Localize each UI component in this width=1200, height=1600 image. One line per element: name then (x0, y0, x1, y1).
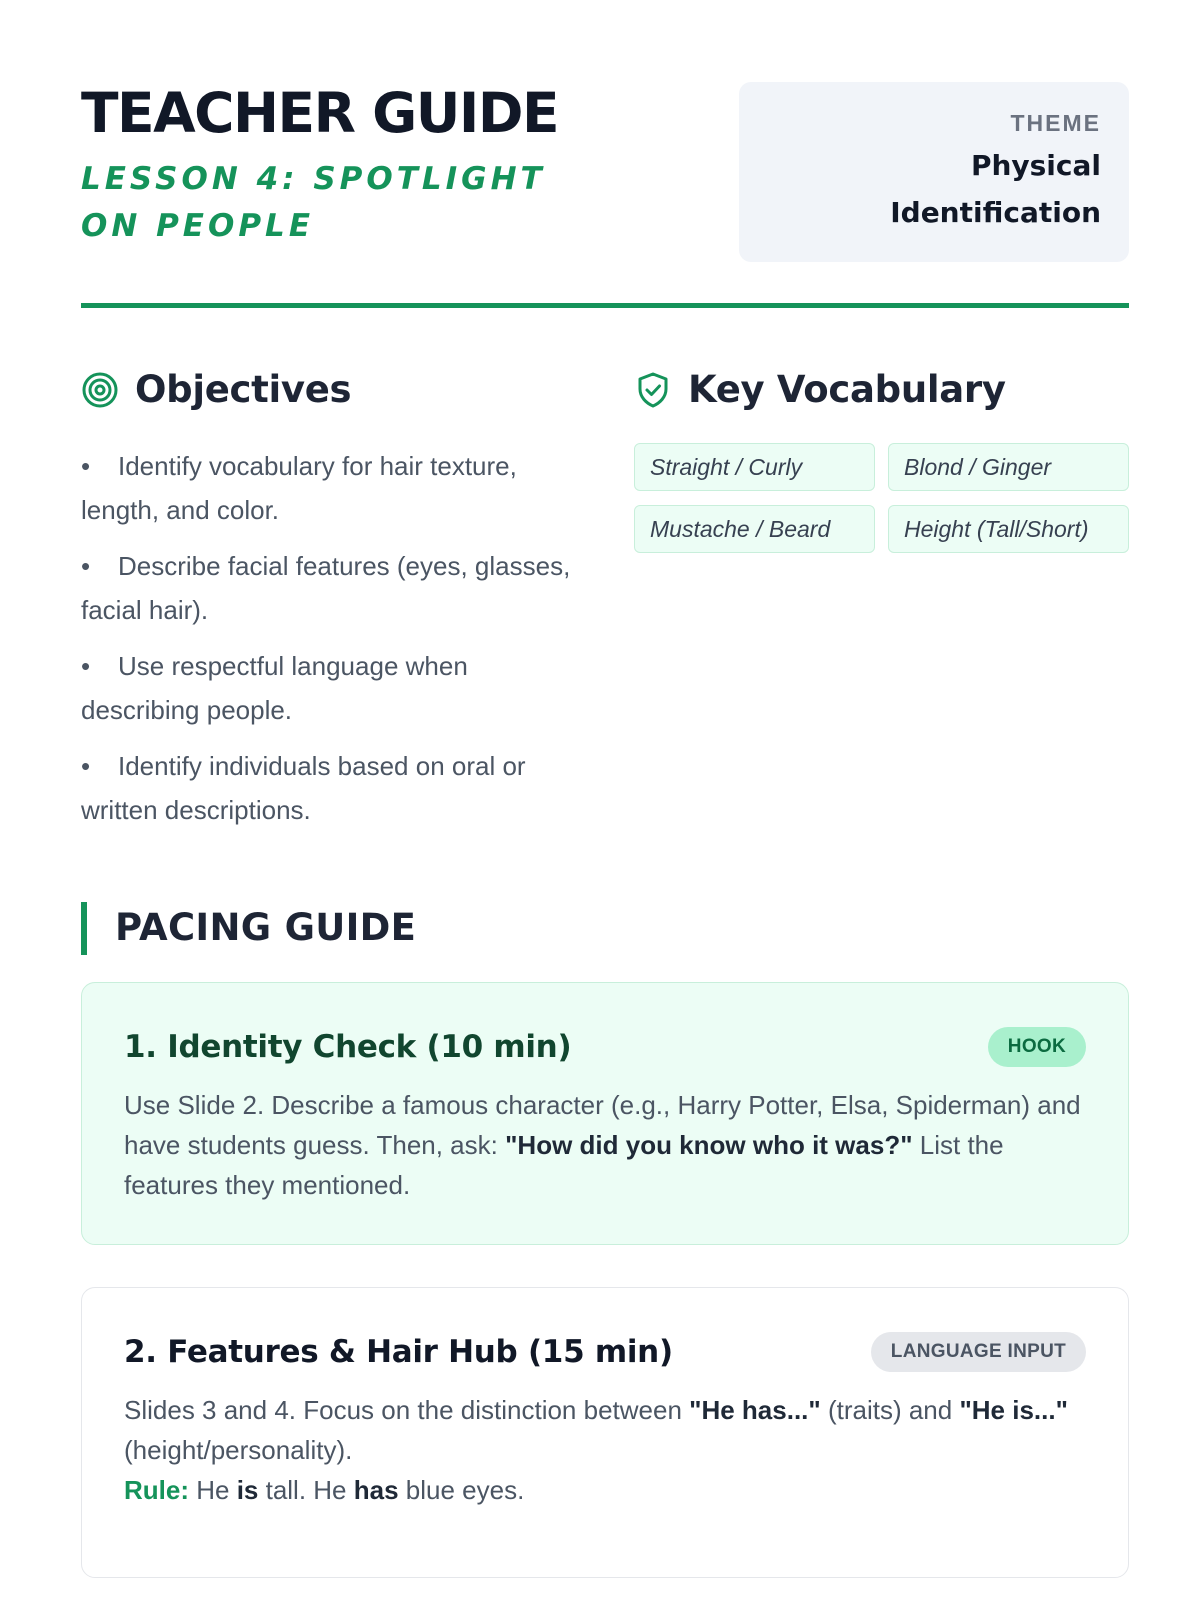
card-paragraph (124, 1390, 1086, 1470)
shield-check-icon (634, 371, 672, 409)
header-divider (81, 303, 1129, 308)
objective-text: Identify vocabulary for hair texture, length, and color. (81, 451, 517, 525)
objectives-title: Objectives (135, 368, 352, 411)
card-header (124, 1332, 1086, 1372)
vocab-chip: Blond / Ginger (888, 443, 1129, 491)
vocab-chip: Height (Tall/Short) (888, 505, 1129, 553)
pacing-card-features-hair-hub (81, 1287, 1129, 1578)
card-text: Slides 3 and 4. Focus on the distinction between (124, 1395, 690, 1425)
card-body (124, 1390, 1086, 1510)
rule-text: tall. He (258, 1475, 354, 1505)
pacing-card-identity-check (81, 982, 1129, 1245)
bullet: • (81, 551, 91, 581)
rule-text-bold: has (353, 1475, 399, 1505)
list-item (81, 644, 581, 732)
theme-value: Physical Identification (890, 149, 1101, 229)
header (81, 80, 1129, 260)
vocabulary-title: Key Vocabulary (688, 368, 1006, 411)
rule-label: Rule: (124, 1475, 189, 1505)
card-text-bold: "He is..." (959, 1395, 1068, 1425)
bullet: • (81, 651, 91, 681)
card-header (124, 1027, 1086, 1067)
rule-line (124, 1470, 1086, 1510)
card-title: 1. Identity Check (10 min) (124, 1029, 572, 1065)
card-text: (height/personality). (124, 1435, 353, 1465)
list-item (81, 744, 581, 832)
list-item (81, 544, 581, 632)
language-input-badge: LANGUAGE INPUT (871, 1332, 1086, 1372)
rule-text: He (189, 1475, 237, 1505)
list-item (81, 444, 581, 532)
card-text: (traits) and (820, 1395, 960, 1425)
pacing-guide-title: PACING GUIDE (115, 906, 417, 949)
rule-text: blue eyes. (398, 1475, 525, 1505)
rule-text-bold: is (236, 1475, 259, 1505)
vocabulary-grid (634, 443, 1129, 553)
card-text-bold: "How did you know who it was?" (505, 1130, 913, 1160)
card-text: List the features they mentioned. (124, 1130, 1004, 1200)
objectives-heading (81, 368, 351, 411)
page-title: TEACHER GUIDE (81, 81, 559, 145)
objective-text: Identify individuals based on oral or written descriptions. (81, 751, 526, 825)
vocab-chip: Straight / Curly (634, 443, 875, 491)
card-text: Use Slide 2. Describe a famous character (e.g., Harry Potter, Elsa, Spiderman) and have students guess. Then, ask: (124, 1090, 1081, 1160)
vocabulary-heading (634, 368, 1006, 411)
lesson-subtitle: LESSON 4: SPOTLIGHT ON PEOPLE (81, 161, 546, 244)
target-icon (81, 371, 119, 409)
objective-text: Use respectful language when describing people. (81, 651, 468, 725)
objective-text: Describe facial features (eyes, glasses, facial hair). (81, 551, 571, 625)
bullet: • (81, 751, 91, 781)
theme-label: THEME (1010, 110, 1101, 136)
card-body (124, 1085, 1086, 1205)
card-text-bold: "He has..." (689, 1395, 821, 1425)
theme-box (739, 82, 1129, 262)
objectives-list (81, 444, 581, 844)
card-title: 2. Features & Hair Hub (15 min) (124, 1334, 673, 1370)
pacing-accent-bar (81, 902, 87, 955)
hook-badge: HOOK (988, 1027, 1086, 1067)
bullet: • (81, 451, 91, 481)
vocab-chip: Mustache / Beard (634, 505, 875, 553)
